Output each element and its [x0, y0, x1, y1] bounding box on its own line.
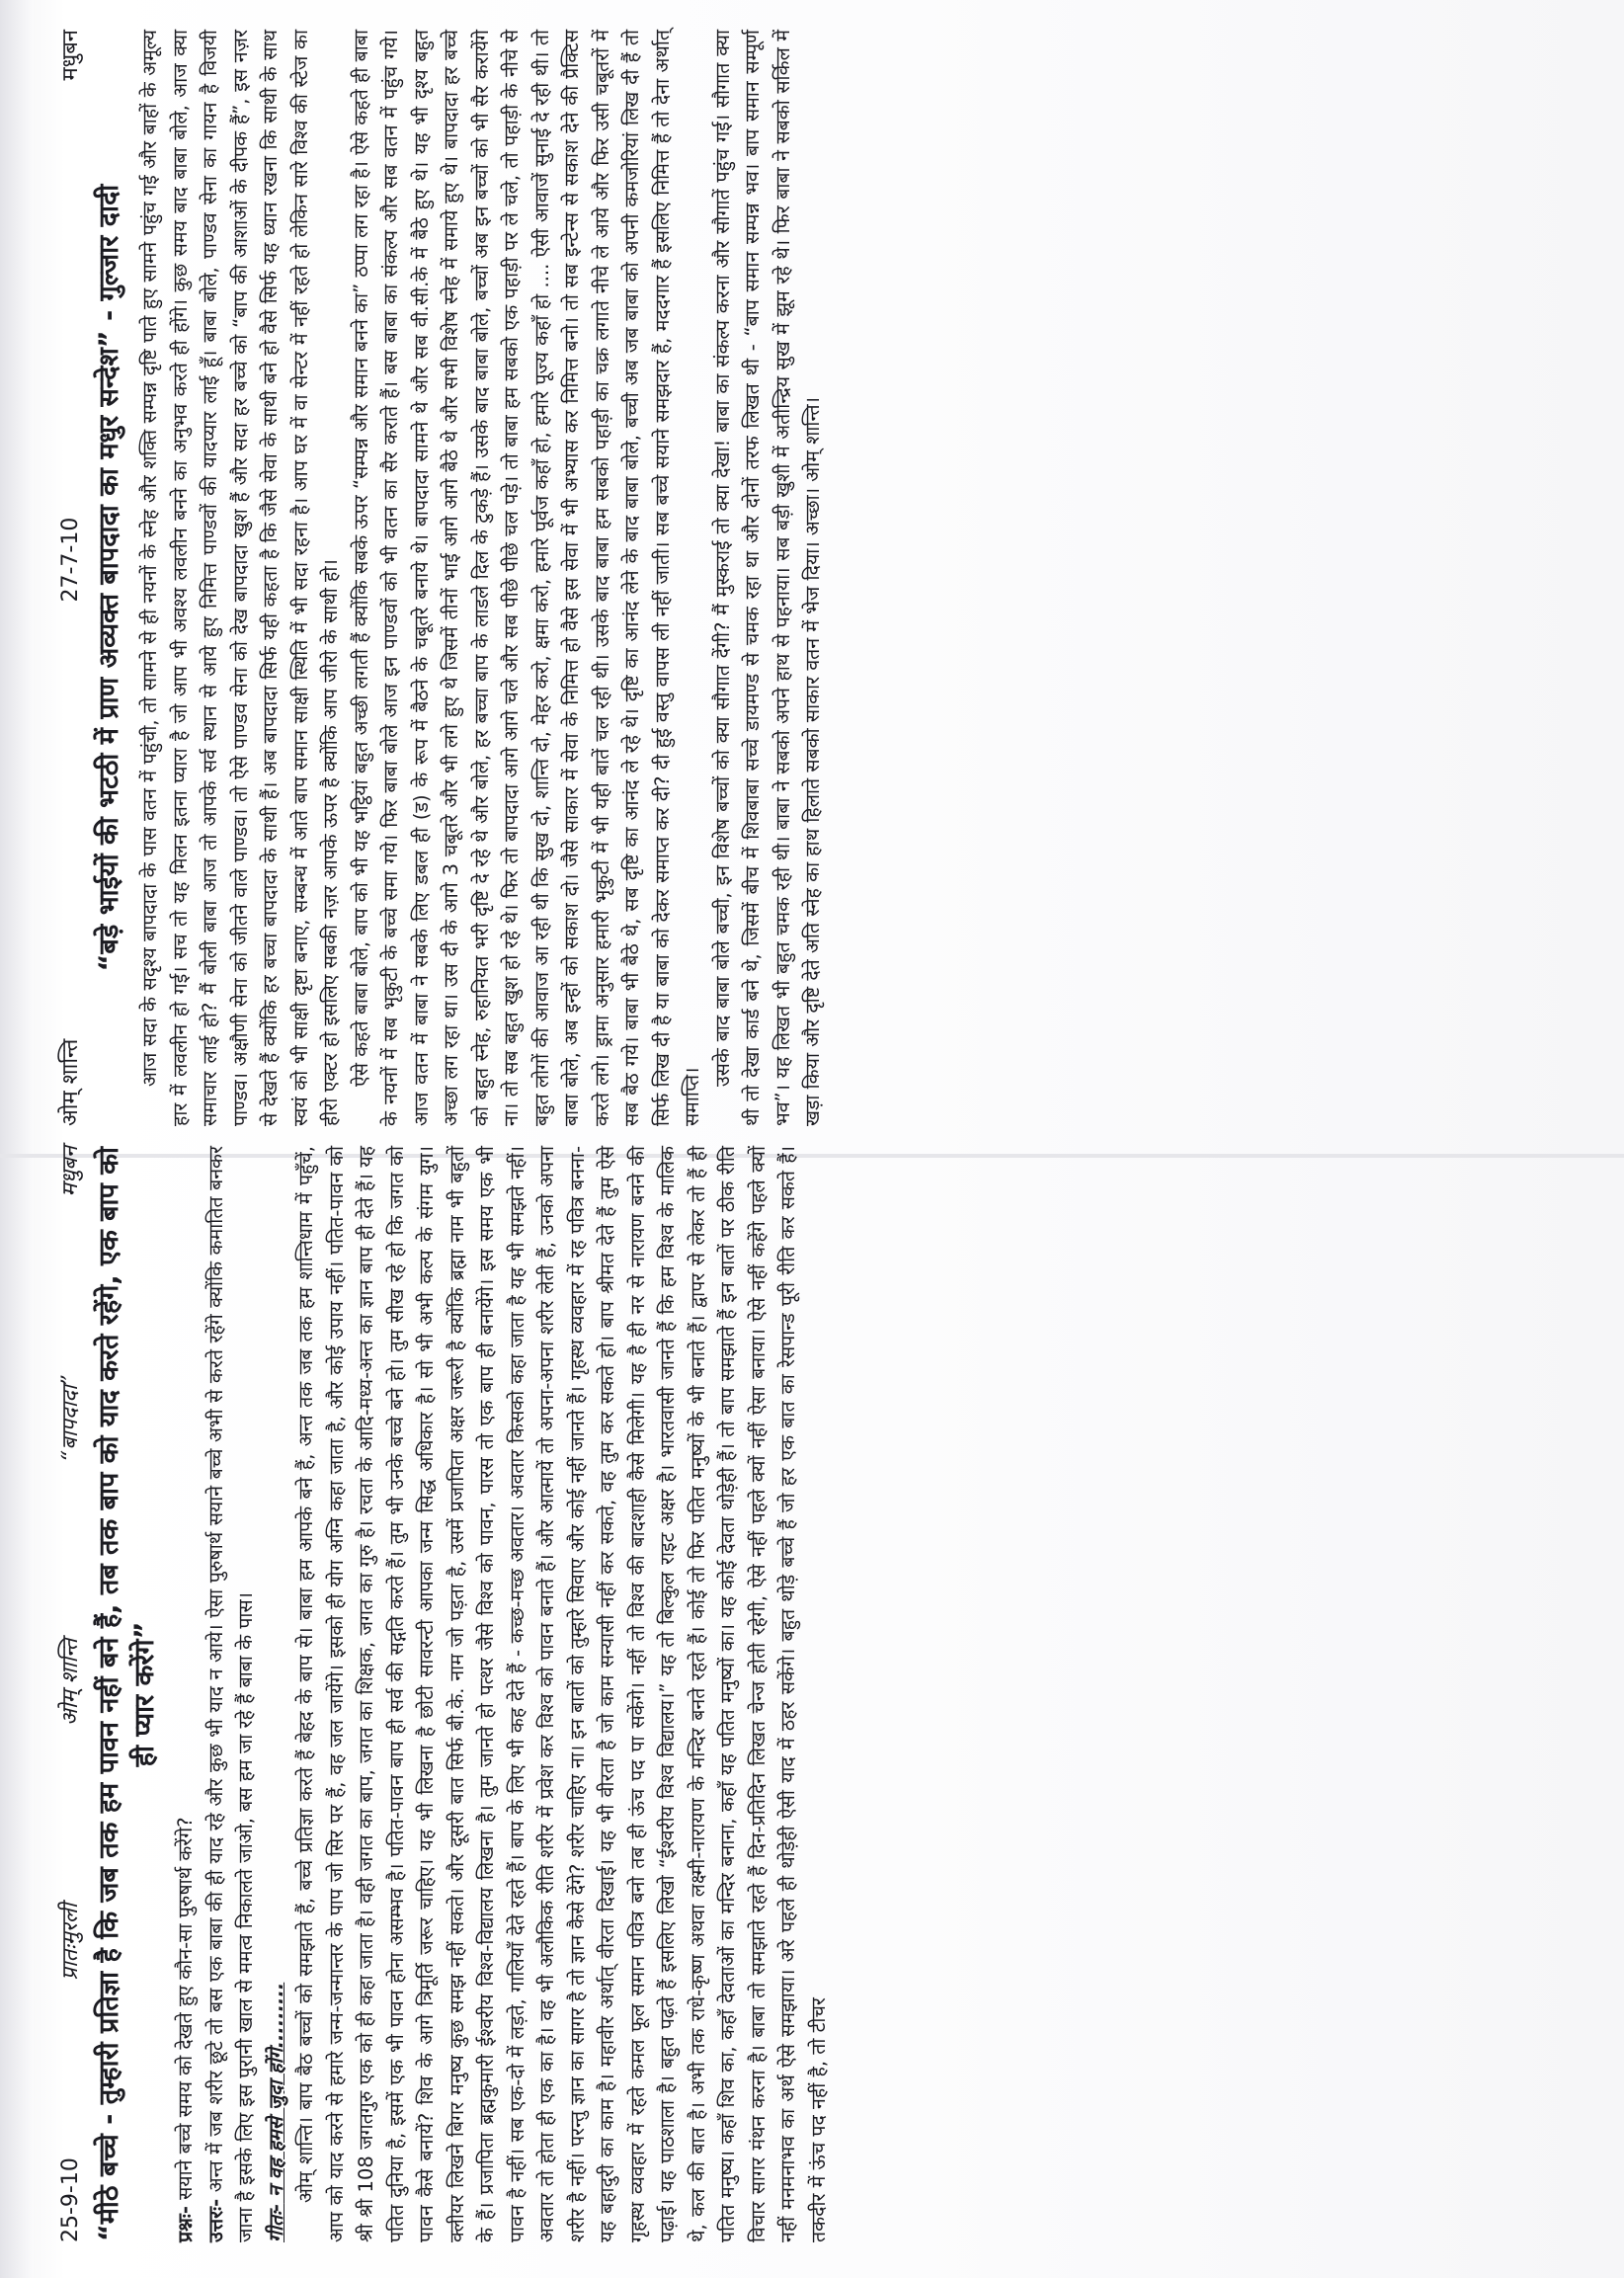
murli-header-om: ओम् शान्ति	[58, 1638, 83, 1726]
sandesh-header-place: मधुबन	[58, 30, 83, 81]
sandesh-page	[54, 30, 1605, 1126]
sandesh-paragraph: आज सदा के सदृश्य बापदादा के पास वतन में पहुंची, तो सामने से ही नयनों के स्नेह और शक्ति सम्पन्न दृष्टि पाते हुए सामने पहुंच गई और बाहों के अमूल्य हार में लवलीन हो गई। सच तो यह मिलन इतना प्यारा है जो आप भी अवश्य लवलीन बनने का अनुभव करते ही होंगे। कुछ समय बाद बाबा बोले, आज क्या समाचार लाई हो? मैं बोली बाबा आज तो आपके सर्व स्थान से आये हुए निमित्त पाण्डवों की यादप्यार लाई हूँ। बाबा बोले, पाण्डव सेना का गायन है विजयी पाण्डव। अक्षौणी सेना को जीतने वाले पाण्डव। तो ऐसे पाण्डव सेना को देख बापदादा खुश हैं और सदा हर बच्चे को “बाप की आशाओं के दीपक हैं”, इस नज़र से देखते हैं क्योंकि हर बच्चा बापदादा के साथी हैं। अब बापदादा सिर्फ यही कहता है कि जैसे सेवा के साथी बने हो वैसे सिर्फ यह ध्यान रखना कि साथी के साथ स्वयं को भी साक्षी दृष्टा बनाए, सम्बन्ध में आते बाप समान साक्षी स्थिति में भी सदा रहना है। आप घर में वा सेन्टर में नहीं रहते हो लेकिन सारे विश्व की स्टेज का हीरो एक्टर हो इसलिए सबकी नज़र आपके ऊपर है क्योंकि आप जीरो के साथी हो।	[138, 30, 342, 1126]
murli-body	[171, 1146, 834, 2242]
song-text: न वह हमसे जुदा होंगे.........	[264, 1982, 287, 2198]
murli-song	[262, 1146, 292, 2242]
answer-label: उत्तरः-	[203, 2198, 227, 2242]
answer-text: अन्त में जब शरीर छूटे तो बस एक बाबा की ही याद रहे और कुछ भी याद न आये। ऐसा पुरुषार्थ सयाने बच्चे अभी से करते रहेंगे क्योंकि कमातित बनकर जाना है इसके लिए इस पुरानी खाल से ममत्व निकालते जाओ, बस हम जा रहे हैं बाबा के पास।	[203, 1145, 257, 2242]
murli-paragraph: ओम् शान्ति। बाप बैठ बच्चों को समझाते हैं, बच्चे प्रतिज्ञा करते हैं बेहद के बाप से। बाबा हम आपके बने हैं, अन्त तक जब तक हम शान्तिधाम में पहुँचें, आप को याद करने से हमारे जन्म-जन्मान्तर के पाप जो सिर पर हैं, वह जल जायेंगे। इसको ही योग अग्नि कहा जाता है, और कोई उपाय नहीं। पतित-पावन को श्री श्री 108 जगतगुरु एक को ही कहा जाता है। वही जगत का बाप, जगत का शिक्षक, जगत का गुरु है। रचता के आदि-मध्य-अन्त का ज्ञान बाप ही देते हैं। यह पतित दुनिया है, इसमें एक भी पावन होना असम्भव है। पतित-पावन बाप ही सर्व की सद्गति करते हैं। तुम भी उनके बच्चे बने हो। तुम सीख रहे हो कि जगत को पावन कैसे बनायें? शिव के आगे त्रिमूर्ति जरूर चाहिए। यह भी लिखना है छोटी सावरन्टी आपका जन्म सिद्ध अधिकार है। सो भी अभी कल्प के संगम युग। क्लीयर लिखने बिगर मनुष्य कुछ समझ नहीं सकते। और दूसरी बात सिर्फ बी.के. नाम जो पड़ता है, उसमें प्रजापिता अक्षर जरूरी है क्योंकि ब्रह्मा नाम भी बहुतों के हैं। प्रजापिता ब्रह्मकुमारी ईश्वरीय विश्व-विद्यालय लिखना है। तुम जानते हो पत्थर जैसे विश्व को पावन, पारस तो एक बाप ही बनायेंगे। इस समय एक भी पावन है नहीं। सब एक-दो में लड़ते, गालियाँ देते रहते हैं। बाप के लिए भी कह देते हैं - कच्छ-मच्छ अवतार। अवतार किसको कहा जाता है यह भी समझते नहीं। अवतार तो होता ही एक का है। वह भी अलौकिक रीति शरीर में प्रवेश कर विश्व को पावन बनाते हैं। और आत्मायें तो अपना-अपना शरीर लेती हैं, उनको अपना शरीर है नहीं। परन्तु ज्ञान का सागर है तो ज्ञान कैसे देंगे? शरीर चाहिए ना। इन बातों को तुम्हारे सिवाए और कोई नहीं जानते हैं। गृहस्थ व्यवहार में रह पवित्र बनना-यह बहादुरी का काम है। महावीर अर्थात् वीरता दिखाई। यह भी वीरता है जो काम सन्यासी नहीं कर सकते, वह तुम कर सकते हो। बाप श्रीमत देते हैं तुम ऐसे गृहस्थ व्यवहार में रहते कमल फूल समान पवित्र बनो तब ही ऊंच पद पा सकेंगे। नहीं तो विश्व की बादशाही कैसे मिलेगी। यह है ही नर से नारायण बनने की पढ़ाई। यह पाठशाला है। बहुत पढ़ते हैं इसलिए लिखो “ईश्वरीय विश्व विद्यालय।” यह तो बिल्कुल राइट अक्षर है। भारतवासी जानते हैं कि हम विश्व के मालिक थे, कल की बात है। अभी तक राधे-कृष्ण अथवा लक्ष्मी-नारायण के मन्दिर बनते रहते हैं। कोई तो फिर पतित मनुष्यों के भी बनाते हैं। द्वापर से लेकर तो हैं ही पतित मनुष्य। कहाँ शिव का, कहाँ देवताओं का मन्दिर बनाना, कहाँ यह पतित मनुष्यों का। यह कोई देवता थोड़ेही हैं। तो बाप समझाते हैं इन बातों पर ठीक रीति विचार सागर मंथन करना है। बाबा तो समझाते रहते हैं दिन-प्रतिदिन लिखत चेन्ज होती रहेगी, ऐसे नहीं पहले क्यों नहीं ऐसा बनाया। ऐसे नहीं कहेंगे पहले क्यों नहीं मनमनाभव का अर्थ ऐसे समझाया। अरे पहले ही थोड़ेही ऐसी याद में ठहर सकेंगे। बहुत थोड़े बच्चे हैं जो हर एक बात का रेसपान्ड पूरी रीति कर सकते हैं। तकदीर में ऊंच पद नहीं है, तो टीचर	[294, 1146, 830, 2242]
question-label: प्रश्नः-	[174, 2206, 197, 2242]
question-text: सयाने बच्चे समय को देखते हुए कौन-सा पुरुषार्थ करेंगे?	[174, 1817, 197, 2200]
murli-header	[54, 1146, 84, 2242]
sandesh-header-date: 27-7-10	[58, 517, 83, 603]
sandesh-header	[54, 30, 84, 1126]
murli-header-type: प्रातःमुरली	[58, 1903, 83, 1981]
scan-margin-shadow	[0, 0, 34, 2278]
sandesh-title: “बड़े भाईयों की भटठी में प्राण अव्यक्त बापदादा का मधुर सन्देश” - गुल्जार दादी	[94, 184, 124, 972]
song-label: गीतः-	[264, 2203, 287, 2242]
murli-header-speaker: “बापदादा”	[58, 1374, 83, 1462]
sandesh-header-om: ओम् शान्ति	[58, 1038, 83, 1126]
sandesh-paragraph: ऐसे कहते बाबा बोले, बाप को भी यह भट्ठियां बहुत अच्छी लगती हैं क्योंकि सबके ऊपर “सम्पन्न और समान बनने का” ठप्पा लग रहा है। ऐसे कहते ही बाबा के नयनों में सब भृकुटी के बच्चे समा गये। फिर बाबा बोले आज इन पाण्डवों को भी वतन का सैर कराते हैं। बस बाबा का संकल्प और सब वतन में पहुंच गये। आज वतन में बाबा ने सबके लिए डबल ही (ड) के रूप में बैठने के चबूतरे बनाये थे। बापदादा सामने थे और सब वी.सी.के में बैठे हुए थे। यह भी दृश्य बहुत अच्छा लग रहा था। उस दी के आगे 3 चबूतरे और भी लगे हुए थे जिसमें तीनों भाई आगे आगे बैठे थे और सभी विशेष स्नेह में समाये हुए थे। बापदादा हर बच्चे को बहुत स्नेह, रुहानियत भरी दृष्टि दे रहे थे और बोले, हर बच्चा बाप के लाडले दिल के टुकड़े हैं। उसके बाद बाबा बोले, बच्चों अब इन बच्चों को भी सैर करायेंगे ना। तो सब बहुत खुश हो रहे थे। फिर तो बापदादा आगे आगे चले और सब पीछे पीछे चल पड़े। तो बाबा हम सबको एक पहाड़ी पर ले चले, तो पहाड़ी के नीचे से बहुत लोगों की आवाज आ रही थी कि सुख दो, शान्ति दो, मेहर करो, क्षमा करो, हमारे पूर्वज कहाँ हो, हमारे पूज्य कहाँ हो .... ऐसी आवाजें सुनाई दे रही थी। तो बाबा बोले, अब इन्हों को सकाश दो। जैसे साकार में सेवा के निमित्त हो वैसे इस सेवा में भी अभ्यास कर निमित्त बनो। तो सब इन्टेन्स से सकाश देने की प्रैक्टिस करते लगे। ड्रामा अनुसार हमारी भृकुटी में भी यही बातें चल रही थी। उसके बाद बाबा हम सबको पहाड़ी का चक्र लगाते नीचे ले आये और फिर उसी चबूतरों में सब बैठ गये। बाबा भी बैठे थे, सब दृष्टि का आनंद ले रहे थे। दृष्टि का आनंद लेने के बाद बाबा बोले, बच्ची अब जब बाबा को अपनी कमजोरियां लिख दी हैं तो सिर्फ लिख दी है या बाबा को देकर समाप्त कर दी? दी हुई वस्तु वापस ली नहीं जाती। सब बच्चे सयाने समझदार हैं, मददगार हैं इसलिए निमित्त हैं तो देना अर्थात् समाप्ति।	[349, 30, 703, 1126]
sandesh-paragraph: उसके बाद बाबा बोले बच्ची, इन विशेष बच्चों को क्या सौगात देंगी? मैं मुस्कराई तो क्या देखा! बाबा का संकल्प करना और सौगातें पहुंच गई। सौगात क्या थी तो देखा कार्ड बने थे, जिसमें बीच में शिवबाबा सच्चे डायमण्ड से चमक रहा था और दोनों तरफ लिखत थी - “बाप समान सम्पन्न भव। बाप समान सम्पूर्ण भव”। यह लिखत भी बहुत चमक रही थी। बाबा ने सबको अपने हाथ से पहनाया। सब बड़ी खुशी में अतीन्द्रिय सुख में झूम रहे थे। फिर बाबा ने सबको सर्किल में खड़ा किया और दृष्टि देते अति स्नेह का हाथ हिलाते सबको साकार वतन में भेज दिया। अच्छा। ओम् शान्ति।	[710, 30, 824, 1126]
murli-header-date: 25-9-10	[58, 2157, 83, 2242]
sandesh-body	[135, 30, 829, 1126]
murli-answer	[202, 1146, 262, 2242]
murli-question	[171, 1146, 202, 2242]
murli-header-place: मधुबन	[58, 1146, 83, 1197]
murli-title: “मीठे बच्चे - तुम्हारी प्रतिज्ञा है कि जब तक हम पावन नहीं बने हैं, तब तक बाप को याद करते रहेंगे, एक बाप को ही प्यार करेंगे”	[94, 1147, 160, 2241]
murli-page	[54, 1146, 1605, 2242]
